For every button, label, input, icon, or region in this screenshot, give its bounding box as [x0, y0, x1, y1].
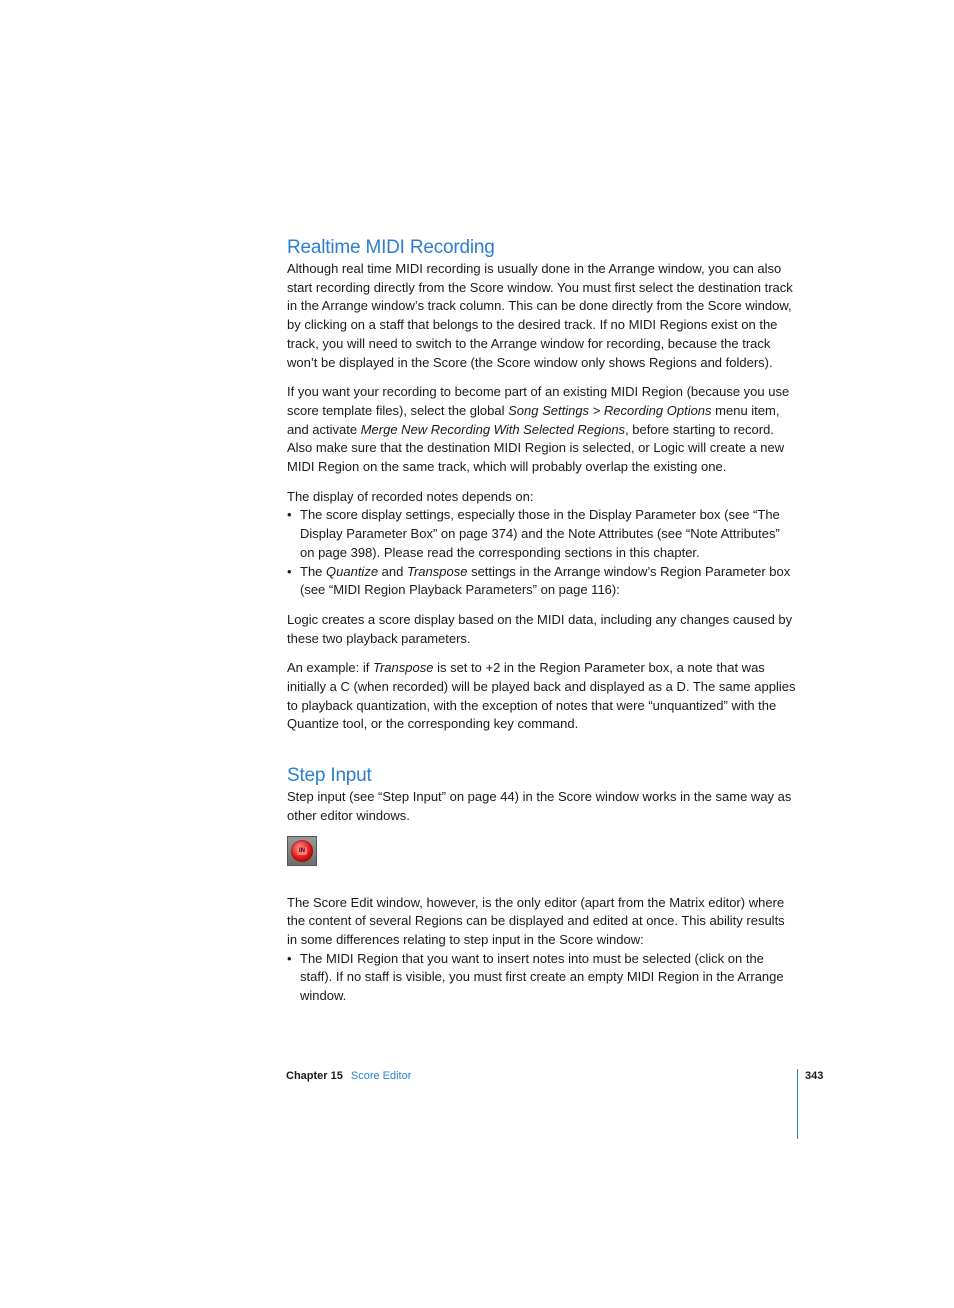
page-footer: [286, 1070, 824, 1082]
text-run: , before starting to record. Also make sure that the destination MIDI Region is selected, or Logic will create a new MIDI Region on the same track, which will probably overlap the existing one.: [287, 421, 785, 475]
parameter-italic: Quantize: [326, 563, 379, 579]
page-number: 343: [805, 1070, 824, 1082]
page-content: [287, 236, 797, 1006]
paragraph: Step input (see “Step Input” on page 44) in the Score window works in the same way as other editor windows.: [287, 789, 792, 823]
paragraph: The Score Edit window, however, is the only editor (apart from the Matrix editor) where the content of several Regions can be displayed and edited at once. This ability results in some differences relating to step input in the Score window:: [287, 894, 785, 947]
text-run: The: [300, 563, 327, 579]
bullet-list: [287, 506, 797, 600]
paragraph: Although real time MIDI recording is usually done in the Arrange window, you can also start recording directly from the Score window. You must first select the destination track in the Arrange window’s track column. This can be done directly from the Score window, by clicking on a staff that belongs to the desired track. If no MIDI Regions exist on the track, you will need to switch to the Arrange window for recording, because the track won’t be displayed in the Score (the Score window only shows Regions and folders).: [287, 261, 793, 370]
list-item: [287, 563, 797, 600]
section-heading-step-input: Step Input: [287, 765, 372, 787]
text-run: menu item, and activate: [287, 402, 780, 437]
midi-in-icon: [291, 840, 313, 862]
section-heading-realtime-midi-recording: Realtime MIDI Recording: [287, 237, 495, 258]
text-run: is set to +2 in the Region Parameter box, a note that was initially a C (when recorded) will be played back and displayed as a D. The same applies to playback quantization, with the exception of notes that were “unquantized” with the Quantize tool, or the corresponding key command.: [287, 660, 796, 732]
paragraph: Logic creates a score display based on the MIDI data, including any changes caused by these two playback parameters.: [287, 611, 793, 646]
parameter-italic: Transpose: [406, 563, 468, 579]
paragraph: [287, 659, 797, 734]
footer-divider: [797, 1069, 798, 1139]
paragraph: The display of recorded notes depends on:: [287, 488, 534, 504]
list-item-text: The MIDI Region that you want to insert notes into must be selected (click on the staff). If no staff is visible, you must first create an empty MIDI Region in the Arrange window.: [300, 950, 784, 1004]
footer-section-title: Score Editor: [350, 1070, 412, 1082]
text-run: An example: if: [287, 660, 373, 676]
midi-in-button-image: [287, 836, 317, 866]
list-item-text: The score display settings, especially those in the Display Parameter box (see “The Display Parameter Box” on page 374) and the Note Attributes (see “Note Attributes” on page 398). Please read the corresponding sections in this chapter.: [300, 507, 780, 560]
text-run: and: [378, 563, 407, 579]
footer-chapter: Chapter 15: [286, 1070, 343, 1082]
menu-path-italic: Song Settings > Recording Options: [508, 402, 712, 418]
bullet: •: [287, 507, 292, 523]
parameter-italic: Transpose: [373, 660, 434, 676]
bullet: •: [287, 563, 292, 579]
midi-in-icon-label: IN: [299, 847, 305, 854]
list-item: [287, 506, 797, 562]
text-run: settings in the Arrange window’s Region Parameter box (see “MIDI Region Playback Parameters” on page 116):: [300, 563, 791, 598]
bullet-list: [287, 950, 797, 1006]
option-name-italic: Merge New Recording With Selected Regions: [360, 421, 626, 437]
bullet: •: [287, 950, 292, 966]
paragraph: [287, 383, 797, 477]
text-run: If you want your recording to become part of an existing MIDI Region (because you use score template files), select the global: [287, 384, 790, 418]
list-item: [287, 950, 797, 1006]
